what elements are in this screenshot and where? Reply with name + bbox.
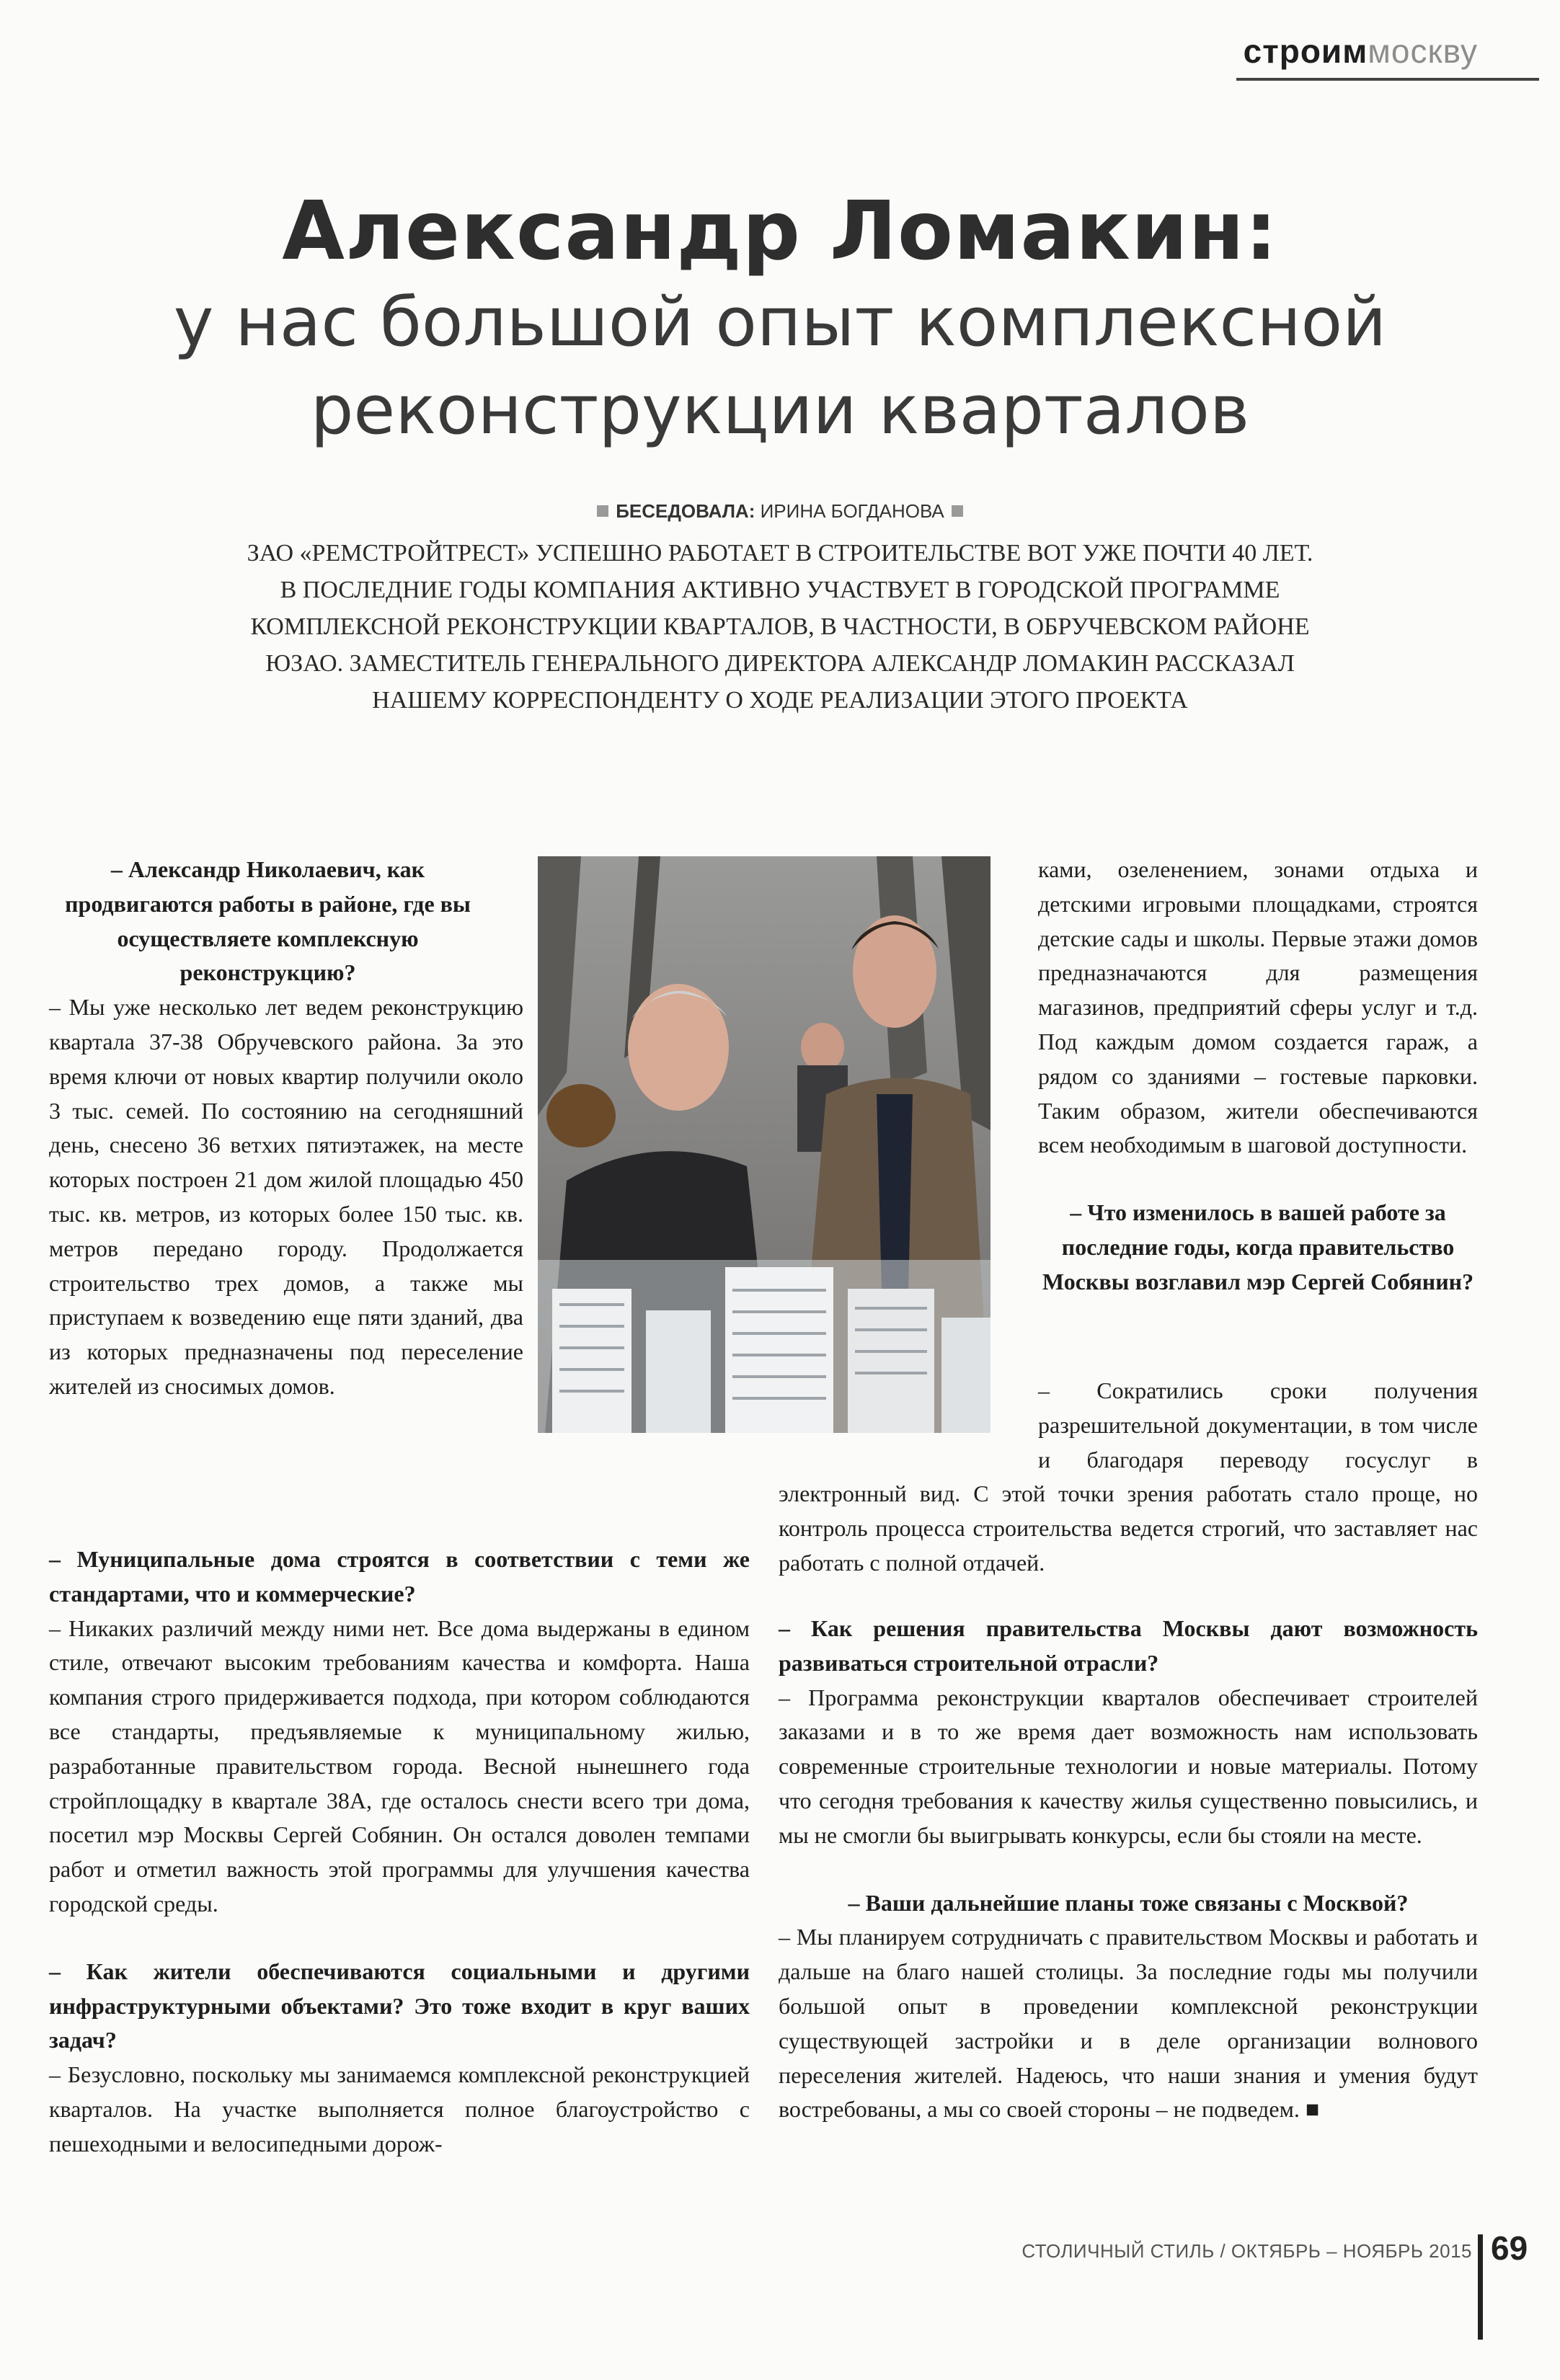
article-subtitle-line1: у нас большой опыт комплексной xyxy=(173,283,1387,362)
answer-2: – Никаких различий между ними нет. Все дома выдержаны в едином стиле, отвечают высоким требованиям качества и комфорта. Наша компания строго придерживается подхода, при котором соблюдаются все стандарты, предъявляемые к муниципальному жилью, разработанные правительством города. Весной нынешнего года стройплощадку в квартале 38А, где осталось снести всего три дома, посетил мэр Москвы Сергей Собянин. Он остался доволен темпами работ и отметил важность этой программы для улучшения качества городской среды. xyxy=(49,1615,750,1917)
article-title: Александр Ломакин: xyxy=(282,185,1278,278)
interview-block-2 xyxy=(49,1542,750,2162)
answer-5: – Программа реконструкции кварталов обеспечивает строителей заказами и в то же время дает возможность нам использовать современные строительные технологии и новые материалы. Потому что сегодня требования к качеству жилья существенно повысились, и мы не смогли бы выигрывать конкурсы, если бы стояли на месте. xyxy=(779,1684,1478,1848)
article-subtitle-line2: реконструкции кварталов xyxy=(310,371,1250,450)
answer-3-start: – Безусловно, поскольку мы занимаемся комплексной реконструкцией кварталов. На участке выполняется полное благоустройство с пешеходными и велосипедными дорож- xyxy=(49,2061,750,2157)
footer-magazine: СТОЛИЧНЫЙ СТИЛЬ / ОКТЯБРЬ – НОЯБРЬ 2015 xyxy=(1021,2240,1472,2262)
byline-square-right xyxy=(952,505,963,517)
question-2: – Муниципальные дома строятся в соответствии с теми же стандартами, что и коммерческие? xyxy=(49,1546,750,1607)
answer-3-continued: ками, озеленением, зонами отдыха и детскими игровыми площадками, строятся детские сады и школы. Первые этажи домов предназначаются для размещения магазинов, предприятий сферы услуг и т.д. Под каждым домом создается гараж, а рядом со зданиями – гостевые парковки. Таким образом, жители обеспечиваются всем необходимым в шаговой доступности. xyxy=(1038,856,1478,1158)
answer-6 xyxy=(779,1920,1478,2127)
section-tag-light: москву xyxy=(1368,32,1478,70)
page-number: 69 xyxy=(1491,2229,1528,2267)
spacer xyxy=(49,1922,750,1955)
answer-1: – Мы уже несколько лет ведем реконструкцию квартала 37-38 Обручевского района. За это время ключи от новых квартир получили около 3 тыс. семей. По состоянию на сегодняшний день, снесено 36 ветхих пятиэтажек, на месте которых построен 21 дом жилой площадью 450 тыс. кв. метров, из которых более 150 тыс. кв. метров передано городу. Продолжается строительство трех домов, а также мы приступаем к возведению еще пяти зданий, два из которых предназначены под переселение жителей из сносимых домов. xyxy=(49,994,523,1399)
spacer xyxy=(1038,1163,1478,1196)
section-rule xyxy=(1236,78,1539,81)
interview-block-5 xyxy=(779,1612,1478,2127)
photo-float-spacer xyxy=(523,853,755,1437)
byline-label: БЕСЕДОВАЛА: xyxy=(616,500,755,522)
question-1: – Александр Николаевич, как продвигаются работы в районе, где вы осуществляете комплексную реконструкцию? xyxy=(65,856,471,986)
footer-bar xyxy=(1478,2234,1483,2340)
question-4: – Что изменилось в вашей работе за последние годы, когда правительство Москвы возглавил мэр Сергей Собянин? xyxy=(1042,1199,1474,1295)
answer-6-text: – Мы планируем сотрудничать с правительством Москвы и работать и дальше на благо нашей столицы. За последние годы мы получили большой опыт в проведении комплексной реконструкции существующей застройки и в деле организации волнового переселения жителей. Надеюсь, что наши знания и умения будут востребованы, а мы со своей стороны – не подведем. xyxy=(779,1924,1478,2123)
question-6: – Ваши дальнейшие планы тоже связаны с Москвой? xyxy=(848,1889,1409,1916)
byline xyxy=(0,500,1560,523)
photo-float-spacer-2 xyxy=(779,1374,1038,1477)
section-tag xyxy=(1244,32,1478,71)
spacer xyxy=(779,1853,1478,1886)
question-3: – Как жители обеспечиваются социальными и другими инфраструктурными объектами? Это тоже входит в круг ваших задач? xyxy=(49,1958,750,2053)
interview-block-1 xyxy=(49,853,755,1437)
article-lead: ЗАО «РЕМСТРОЙТРЕСТ» УСПЕШНО РАБОТАЕТ В СТРОИТЕЛЬСТВЕ ВОТ УЖЕ ПОЧТИ 40 ЛЕТ. В ПОСЛЕДНИЕ ГОДЫ КОМПАНИЯ АКТИВНО УЧАСТВУЕТ В ГОРОДСКОЙ ПРОГРАММЕ КОМПЛЕКСНОЙ РЕКОНСТРУКЦИИ КВАРТАЛОВ, В ЧАСТНОСТИ, В ОБРУЧЕВСКОМ РАЙОНЕ ЮЗАО. ЗАМЕСТИТЕЛЬ ГЕНЕРАЛЬНОГО ДИРЕКТОРА АЛЕКСАНДР ЛОМАКИН РАССКАЗАЛ НАШЕМУ КОРРЕСПОНДЕНТУ О ХОДЕ РЕАЛИЗАЦИИ ЭТОГО ПРОЕКТА xyxy=(247,540,1313,714)
answer-4: – Сократились сроки получения разрешительной документации, в том числе и благодаря переводу госуслуг в электронный вид. С этой точки зрения работать стало проще, но контроль процесса строительства ведется строгий, что заставляет нас работать с полной отдачей. xyxy=(779,1377,1478,1576)
interview-block-4 xyxy=(779,1374,1478,1581)
end-mark: ■ xyxy=(1305,2096,1320,2123)
interview-block-3 xyxy=(1038,853,1478,1300)
section-tag-strong: строим xyxy=(1243,32,1368,70)
article-title-block xyxy=(0,184,1560,455)
byline-name: ИРИНА БОГДАНОВА xyxy=(760,500,944,522)
byline-square-left xyxy=(597,505,608,517)
question-5: – Как решения правительства Москвы дают возможность развиваться строительной отрасли? xyxy=(779,1615,1478,1676)
